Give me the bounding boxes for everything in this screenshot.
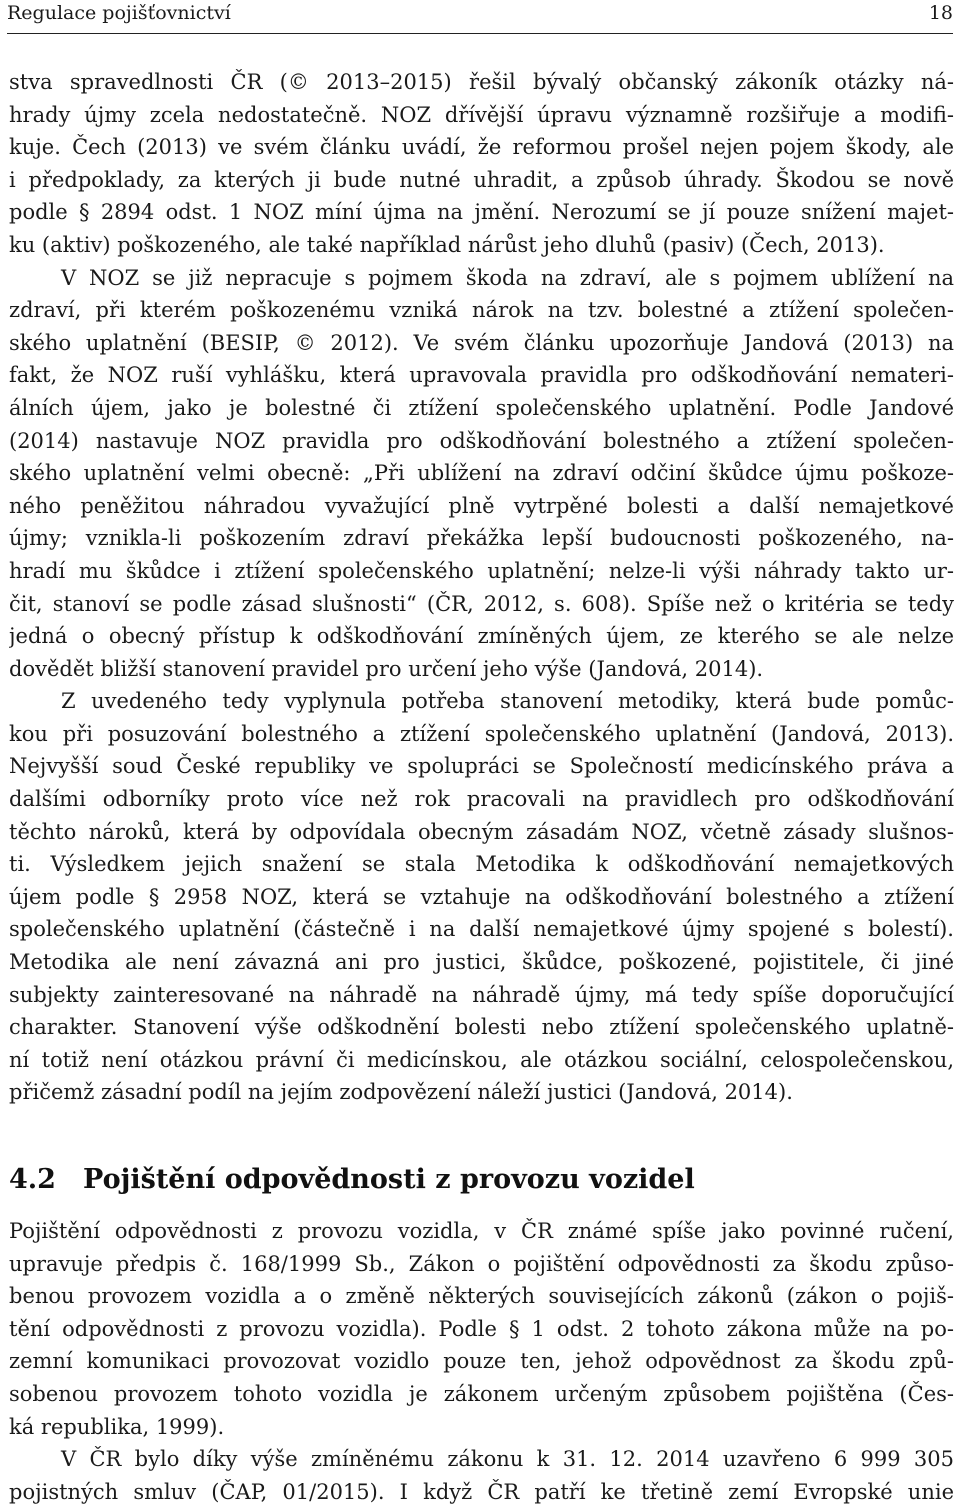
section-title: Pojištění odpovědnosti z provozu vozidel [83, 1164, 695, 1195]
text-line: Pojištění odpovědnosti z provozu vozidla, v ČR známé spíše jako povinné ručení, [9, 1219, 954, 1243]
text-line: V ČR bylo díky výše zmíněnému zákonu k 31. 12. 2014 uzavřeno 6 999 305 [61, 1447, 954, 1472]
text-line: zemní komunikaci provozovat vozidlo pouze ten, jehož odpovědnost za škodu způ- [9, 1349, 954, 1374]
paragraph-1 [9, 66, 954, 262]
text-line: Z uvedeného tedy vyplynula potřeba stanovení metodiky, která bude pomůc- [61, 689, 954, 714]
text-line: společenského uplatnění (částečně i na další nemajetkové újmy spojené s bolestí). [9, 917, 954, 942]
section-heading [9, 1161, 954, 1199]
spacer [9, 1109, 954, 1161]
text-line: kuje. Čech (2013) ve svém článku uvádí, že reformou prošel nejen pojem škody, ale [9, 135, 954, 160]
running-header-title: Regulace pojišťovnictví [7, 2, 231, 24]
text-line: újmy; vznikla-li poškozením zdraví překážka lepší budoucnosti poškozeného, na- [9, 526, 954, 551]
text-line: dovědět bližší stanovení pravidel pro určení jeho výše (Jandová, 2014). [9, 656, 764, 681]
text-line: Nejvyšší soud České republiky ve spolupráci se Společností medicínského práva a [9, 754, 954, 779]
text-line: újem podle § 2958 NOZ, která se vztahuje na odškodňování bolestného a ztížení [9, 884, 954, 909]
text-line: upravuje předpis č. 168/1999 Sb., Zákon o pojištění odpovědnosti za škodu způso- [9, 1251, 954, 1276]
text-line: jedná o obecný přístup k odškodňování zmíněných újem, ze kterého se ale nelze [9, 624, 954, 649]
text-line: ní totiž není otázkou právní či medicínskou, ale otázkou sociální, celospolečenskou, [9, 1047, 954, 1072]
text-line: podle § 2894 odst. 1 NOZ míní újma na jmění. Nerozumí se jí pouze snížení majet- [9, 200, 954, 225]
running-header [7, 0, 953, 34]
text-line: stva spravedlnosti ČR (© 2013–2015) řešil bývalý občanský zákoník otázky ná- [9, 70, 954, 94]
text-line: tění odpovědnosti z provozu vozidla). Podle § 1 odst. 2 tohoto zákona může na po- [9, 1316, 954, 1341]
text-line: ti. Výsledkem jejich snažení se stala Metodika k odškodňování nemajetkových [9, 852, 954, 877]
text-line: zdraví, při kterém poškozenému vzniká nárok na tzv. bolestné a ztížení společen- [9, 298, 954, 323]
text-line: hradí mu škůdce i ztížení společenského uplatnění; nelze-li výši náhrady takto ur- [9, 558, 954, 583]
text-line: sobenou provozem tohoto vozidla je zákonem určeným způsobem pojištěna (Čes- [9, 1381, 954, 1406]
text-line: Metodika ale není závazná ani pro justici, škůdce, poškozené, pojistitele, či jiné [9, 950, 954, 975]
text-line: pojistných smluv (ČAP, 01/2015). I když ČR patří ke třetině zemí Evropské unie [9, 1479, 954, 1504]
text-line: V NOZ se již nepracuje s pojmem škoda na zdraví, ale s pojmem ublížení na [61, 265, 954, 290]
spacer [9, 1199, 954, 1215]
text-line: charakter. Stanovení výše odškodnění bolesti nebo ztížení společenského uplatně- [9, 1015, 954, 1040]
text-line: benou provozem vozidla a o změně některých souvisejících zákonů (zákon o pojiš- [9, 1284, 954, 1309]
text-line: dalšími odborníky proto více než rok pracovali na pravidlech pro odškodňování [9, 787, 954, 812]
text-line: čit, stanoví se podle zásad slušnosti“ (ČR, 2012, s. 608). Spíše než o kritéria se tedy [9, 591, 954, 616]
text-line: hrady újmy zcela nedostatečně. NOZ dřívější úpravu významně rozšiřuje a modifi- [9, 102, 954, 127]
text-line: ského uplatnění (BESIP, © 2012). Ve svém článku upozorňuje Jandová (2013) na [9, 330, 954, 355]
text-line: i předpoklady, za kterých ji bude nutné uhradit, a způsob úhrady. Škodou se nově [9, 167, 954, 192]
paragraph-4 [9, 1215, 954, 1443]
section-number: 4.2 [9, 1164, 56, 1195]
paragraph-3 [9, 685, 954, 1109]
text-line: přičemž zásadní podíl na jejím zodpovězení náleží justici (Jandová, 2014). [9, 1080, 793, 1105]
text-line: ká republika, 1999). [9, 1414, 225, 1439]
text-line: ského uplatnění velmi obecně: „Při ublížení na zdraví odčiní škůdce újmu poškoze- [9, 461, 954, 486]
text-line: fakt, že NOZ ruší vyhlášku, která upravovala pravidla pro odškodňování nemateri- [9, 363, 954, 388]
text-line: těchto nároků, která by odpovídala obecným zásadám NOZ, včetně zásady slušnos- [9, 819, 954, 844]
paragraph-2 [9, 262, 954, 686]
text-line: álních újem, jako je bolestné či ztížení společenského uplatnění. Podle Jandové [9, 395, 954, 420]
page-body [9, 66, 954, 1508]
text-line: kou při posuzování bolestného a ztížení společenského uplatnění (Jandová, 2013). [9, 721, 954, 746]
text-line: subjekty zainteresované na náhradě na náhradě újmy, má tedy spíše doporučující [9, 982, 954, 1007]
text-line: (2014) nastavuje NOZ pravidla pro odškodňování bolestného a ztížení společen- [9, 428, 954, 453]
text-line: ného peněžitou náhradou vyvažující plně vytrpěné bolesti a další nemajetkové [9, 493, 954, 518]
text-line: ku (aktiv) poškozeného, ale také například nárůst jeho dluhů (pasiv) (Čech, 2013). [9, 232, 885, 257]
page-number: 18 [928, 2, 953, 24]
